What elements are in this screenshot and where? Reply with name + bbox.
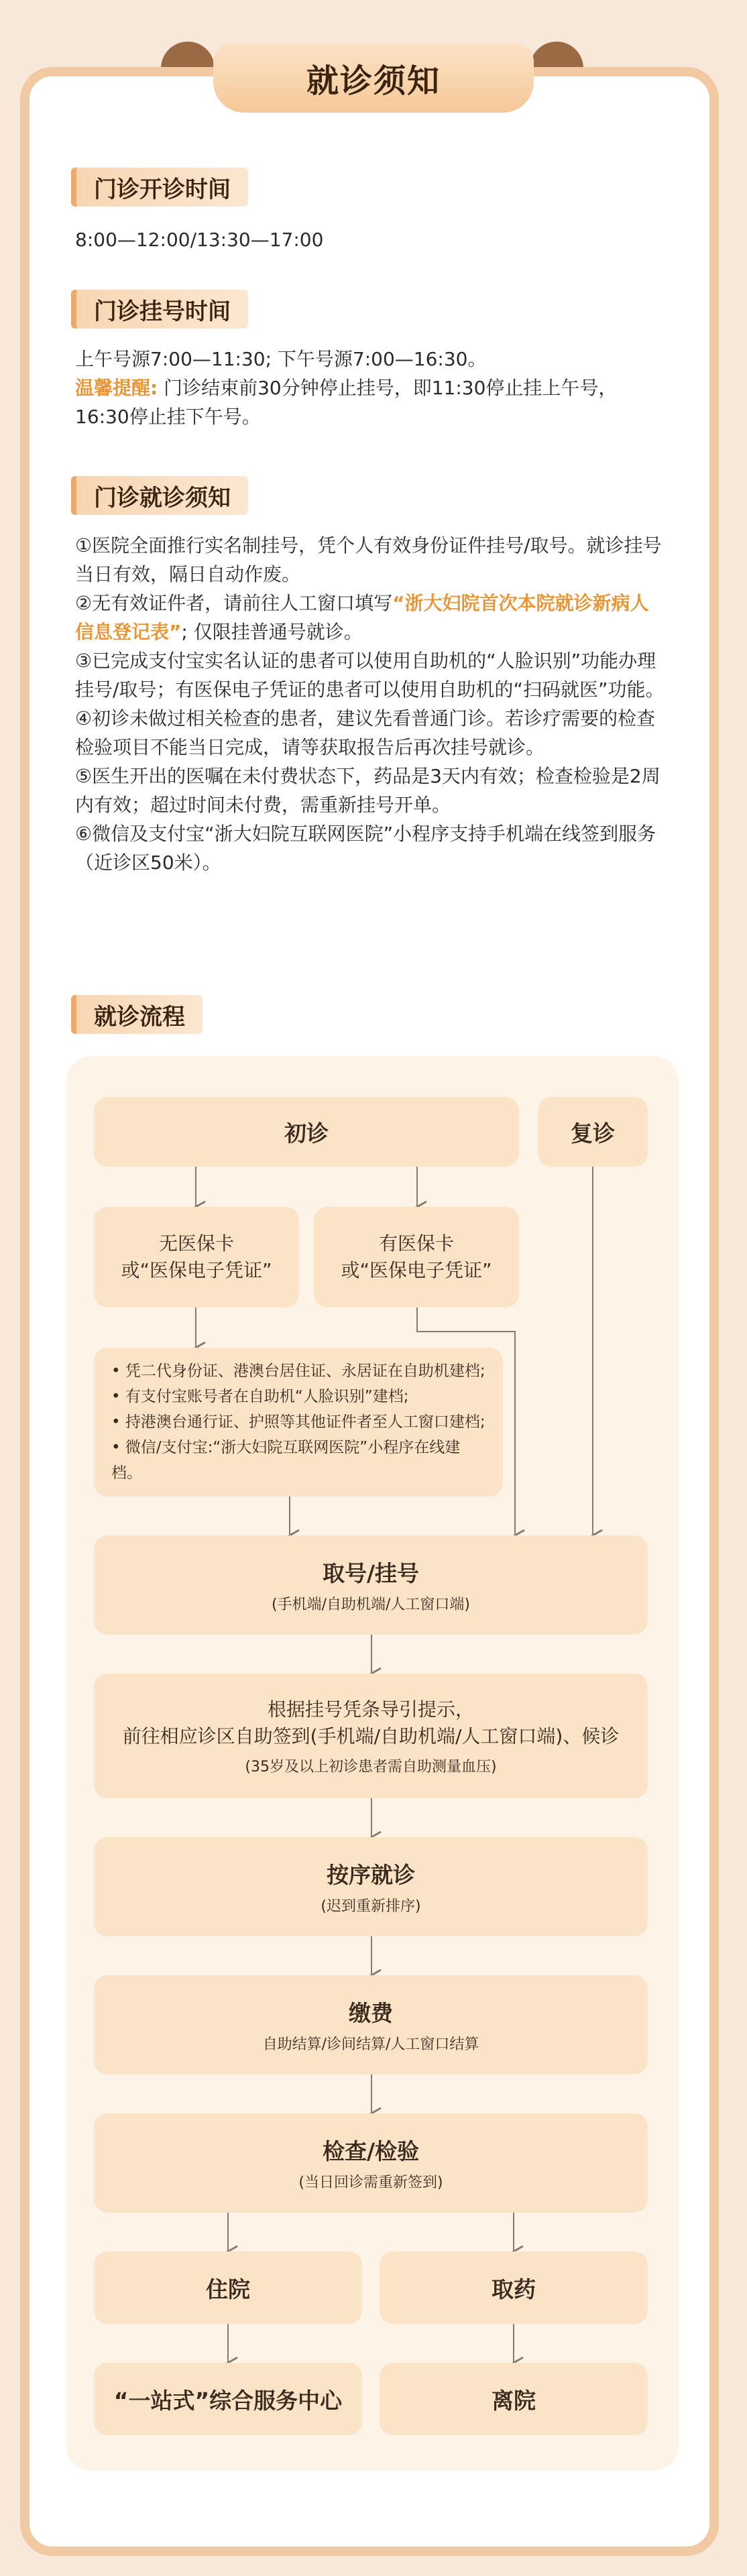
flow-exam-sub: (当日回诊需重新签到) [298, 2174, 443, 2191]
section-heading-flow: 就诊流程 [71, 995, 203, 1034]
flow-has-card [314, 1207, 519, 1307]
flow-checkin-line2: 前往相应诊区自助签到(手机端/自助机端/人工窗口端)、候诊 [122, 1724, 620, 1747]
hours-value: 8:00—12:00/13:30—17:00 [75, 229, 324, 251]
registration-form-name: “浙大妇院首次本院就诊新病人信息登记表” [75, 592, 649, 643]
flow-bullet-1: • 凭二代身份证、港澳台居住证、永居证在自助机建档; [111, 1362, 485, 1380]
flow-registration-options [94, 1348, 503, 1497]
flow-pay-sub: 自助结算/诊间结算/人工窗口结算 [262, 2036, 479, 2053]
flow-pharmacy [380, 2251, 648, 2324]
flow-take-number-label: 取号/挂号 [322, 1560, 420, 1586]
flow-has-card-line2: 或“医保电子凭证” [341, 1259, 492, 1281]
flow-pay-label: 缴费 [349, 2000, 393, 2026]
flow-exam [94, 2113, 648, 2213]
flow-queue-sub: (迟到重新排序) [321, 1898, 421, 1915]
flow-hospitalize [94, 2251, 362, 2324]
flow-checkin-sub: (35岁及以上初诊患者需自助测量血压) [245, 1758, 497, 1775]
tip-line2: 16:30停止挂下午号。 [75, 406, 261, 428]
flow-service-center-label: “一站式”综合服务中心 [113, 2387, 343, 2414]
notice-item-4: ④初诊未做过相关检查的患者，建议先看普通门诊。若诊疗需要的检查检验项目不能当日完成，请等获取报告后再次挂号就诊。 [75, 707, 656, 758]
flow-revisit [538, 1097, 648, 1167]
tip-label: 温馨提醒: [75, 377, 158, 399]
flow-take-number [94, 1535, 648, 1635]
section-heading-registration: 门诊挂号时间 [71, 290, 248, 329]
section-heading-notice: 门诊就诊须知 [71, 476, 248, 515]
notice-item-2-post: ; 仅限挂普通号就诊。 [181, 621, 363, 643]
flow-exam-label: 检查/检验 [322, 2138, 420, 2164]
flow-no-card [94, 1207, 299, 1307]
section-heading-hours: 门诊开诊时间 [71, 168, 248, 207]
flow-checkin-line1: 根据挂号凭条导引提示， [267, 1698, 474, 1720]
flow-first-visit [94, 1097, 519, 1167]
tip-line1: 门诊结束前30分钟停止挂号，即11:30停止挂上午号， [158, 377, 618, 399]
notice-item-2-pre: ②无有效证件者，请前往人工窗口填写 [75, 592, 393, 614]
flow-bullet-2: • 有支付宝账号者在自助机“人脸识别”建档; [111, 1388, 409, 1405]
flow-discharge-label: 离院 [492, 2387, 536, 2414]
notice-item-3: ③已完成支付宝实名认证的患者可以使用自助机的“人脸识别”功能办理挂号/取号；有医保电子凭证的患者可以使用自助机的“扫码就医”功能。 [75, 650, 665, 701]
registration-line1: 上午号源7:00—11:30; 下午号源7:00—16:30。 [75, 348, 487, 370]
flow-discharge [380, 2363, 648, 2435]
flow-hospitalize-label: 住院 [206, 2276, 250, 2302]
flow-take-number-sub: (手机端/自助机端/人工窗口端) [272, 1596, 470, 1613]
flow-no-card-line1: 无医保卡 [158, 1232, 234, 1254]
flow-bullet-4: • 微信/支付宝:“浙大妇院互联网医院”小程序在线建档。 [111, 1439, 461, 1482]
page-title: 就诊须知 [213, 43, 534, 113]
flow-pay [94, 1975, 648, 2074]
notice-item-6: ⑥微信及支付宝“浙大妇院互联网医院”小程序支持手机端在线签到服务（近诊区50米）。 [75, 823, 656, 874]
flow-bullet-3: • 持港澳台通行证、护照等其他证件者至人工窗口建档; [111, 1413, 485, 1431]
notice-item-5: ⑤医生开出的医嘱在未付费状态下，药品是3天内有效；检查检验是2周内有效；超过时间未付费，需重新挂号开单。 [75, 765, 660, 816]
flow-has-card-line1: 有医保卡 [378, 1232, 454, 1254]
flow-queue-label: 按序就诊 [327, 1862, 415, 1888]
flow-revisit-label: 复诊 [571, 1120, 615, 1147]
flow-no-card-line2: 或“医保电子凭证” [121, 1259, 272, 1281]
flow-checkin [94, 1674, 648, 1798]
flow-first-visit-label: 初诊 [284, 1120, 329, 1147]
notice-item-1: ①医院全面推行实名制挂号，凭个人有效身份证件挂号/取号。就诊挂号当日有效，隔日自动作废。 [75, 534, 662, 585]
flow-queue [94, 1837, 648, 1936]
flow-service-center [94, 2363, 362, 2435]
flow-pharmacy-label: 取药 [492, 2276, 536, 2302]
